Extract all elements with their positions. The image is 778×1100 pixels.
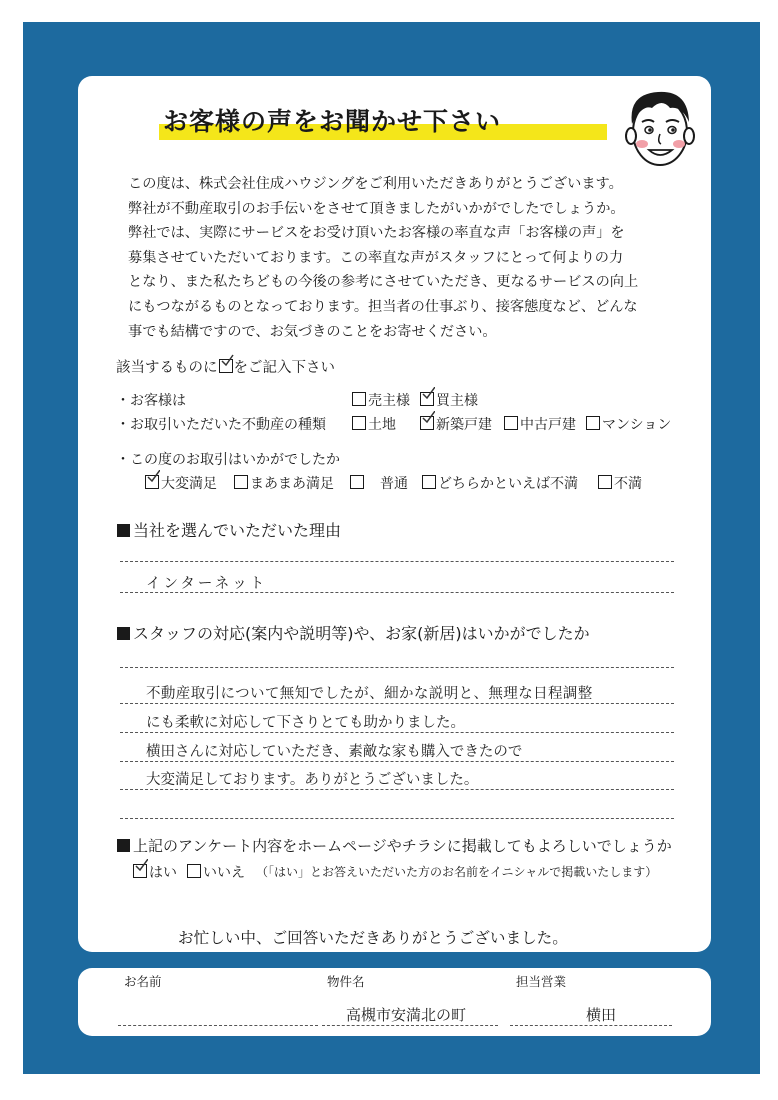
intro-line: この度は、株式会社住成ハウジングをご利用いただきありがとうございます。 bbox=[128, 176, 623, 192]
checkbox-icon[interactable] bbox=[145, 475, 159, 489]
q-customer-label: ・お客様は bbox=[116, 393, 186, 409]
intro-line: 弊社では、実際にサービスをお受け頂いたお客様の率直な声「お客様の声」を bbox=[128, 225, 625, 242]
answer-line bbox=[120, 703, 674, 704]
checkbox-icon[interactable] bbox=[420, 416, 434, 430]
checkbox-icon[interactable] bbox=[504, 416, 518, 430]
checkmark-icon bbox=[421, 411, 435, 425]
square-bullet-icon bbox=[117, 839, 130, 852]
intro-line: 募集させていただいております。この率直な声がスタッフにとって何よりの力 bbox=[128, 249, 624, 266]
intro-line: 事でも結構ですので、お気づきのことをお寄せください。 bbox=[128, 323, 497, 340]
checkmark-icon bbox=[146, 470, 160, 484]
option-land[interactable]: 土地 bbox=[352, 414, 396, 434]
staff-answer-line[interactable]: 不動産取引について無知でしたが、細かな説明と、無理な日程調整 bbox=[146, 686, 593, 702]
property-line bbox=[322, 1025, 498, 1026]
publish-heading: 上記のアンケート内容をホームページやチラシに掲載してもよろしいでしょうか bbox=[117, 835, 672, 856]
option-buyer[interactable]: 買主様 bbox=[420, 390, 478, 410]
answer-line bbox=[120, 561, 674, 562]
square-bullet-icon bbox=[117, 627, 130, 640]
closing-message: お忙しい中、ご回答いただきありがとうございました。 bbox=[178, 929, 568, 947]
answer-line bbox=[120, 818, 674, 819]
checkbox-icon[interactable] bbox=[586, 416, 600, 430]
checkbox-icon[interactable] bbox=[187, 864, 201, 878]
option-mansion[interactable]: マンション bbox=[586, 414, 671, 434]
answer-line bbox=[120, 789, 674, 790]
checkbox-icon[interactable] bbox=[350, 475, 364, 489]
staff-label: 担当営業 bbox=[516, 974, 567, 989]
answer-line bbox=[120, 761, 674, 762]
reason-heading: 当社を選んでいただいた理由 bbox=[117, 518, 341, 541]
staff-line bbox=[510, 1025, 672, 1026]
intro-line: にもつながるものとなっております。担当者の仕事ぶり、接客態度など、どんな bbox=[128, 298, 638, 315]
option-fairly-satisfied[interactable]: まあまあ満足 bbox=[234, 473, 334, 493]
answer-line bbox=[120, 592, 674, 593]
property-label: 物件名 bbox=[327, 974, 365, 989]
instruction-text: 該当するものに をご記入下さい bbox=[116, 356, 335, 377]
option-very-satisfied[interactable]: 大変満足 bbox=[145, 473, 217, 493]
option-used-house[interactable]: 中古戸建 bbox=[504, 414, 576, 434]
checkbox-icon[interactable] bbox=[133, 864, 147, 878]
option-seller[interactable]: 売主様 bbox=[352, 390, 410, 410]
publish-note: （「はい」とお答えいただいた方のお名前をイニシャルで掲載いたします） bbox=[256, 865, 658, 879]
checkmark-icon bbox=[421, 387, 435, 401]
checkbox-icon[interactable] bbox=[352, 416, 366, 430]
intro-line: 弊社が不動産取引のお手伝いをさせて頂きましたがいかがでしたでしょうか。 bbox=[128, 200, 625, 217]
staff-heading: スタッフの対応(案内や説明等)や、お家(新居)はいかがでしたか bbox=[117, 621, 590, 644]
intro-paragraph bbox=[128, 172, 638, 344]
answer-line bbox=[120, 732, 674, 733]
q-satisfaction-label: ・この度のお取引はいかがでしたか bbox=[116, 452, 340, 468]
smiling-man-face-icon bbox=[622, 84, 698, 170]
option-neutral[interactable]: 普通 bbox=[350, 473, 408, 493]
name-label: お名前 bbox=[124, 974, 162, 989]
answer-line bbox=[120, 667, 674, 668]
checkbox-icon[interactable] bbox=[598, 475, 612, 489]
square-bullet-icon bbox=[117, 524, 130, 537]
q-property-label: ・お取引いただいた不動産の種類 bbox=[116, 417, 326, 433]
reason-answer[interactable]: インターネット bbox=[146, 576, 268, 592]
checkmark-icon bbox=[134, 859, 148, 873]
name-line bbox=[118, 1025, 318, 1026]
checkbox-icon[interactable] bbox=[422, 475, 436, 489]
property-value[interactable]: 高槻市安満北の町 bbox=[346, 1006, 467, 1024]
option-publish-yes[interactable]: はい bbox=[133, 862, 177, 882]
option-publish-no[interactable]: いいえ bbox=[187, 862, 245, 882]
checkbox-icon[interactable] bbox=[420, 392, 434, 406]
option-new-house[interactable]: 新築戸建 bbox=[420, 414, 492, 434]
page-title: お客様の声をお聞かせ下さい bbox=[163, 107, 502, 136]
checkbox-icon[interactable] bbox=[352, 392, 366, 406]
staff-answer-line[interactable]: にも柔軟に対応して下さりとても助かりました。 bbox=[146, 715, 465, 731]
checkmark-icon bbox=[220, 354, 234, 368]
option-dissatisfied[interactable]: 不満 bbox=[598, 473, 642, 493]
staff-value[interactable]: 横田 bbox=[586, 1006, 617, 1024]
checkbox-icon bbox=[219, 359, 233, 373]
staff-answer-line[interactable]: 大変満足しております。ありがとうございました。 bbox=[146, 772, 479, 788]
staff-answer-line[interactable]: 横田さんに対応していただき、素敵な家も購入できたので bbox=[146, 744, 523, 760]
checkbox-icon[interactable] bbox=[234, 475, 248, 489]
option-somewhat-dissatisfied[interactable]: どちらかといえば不満 bbox=[422, 473, 578, 493]
intro-line: となり、また私たちどもの今後の参考にさせていただき、更なるサービスの向上 bbox=[128, 274, 639, 291]
